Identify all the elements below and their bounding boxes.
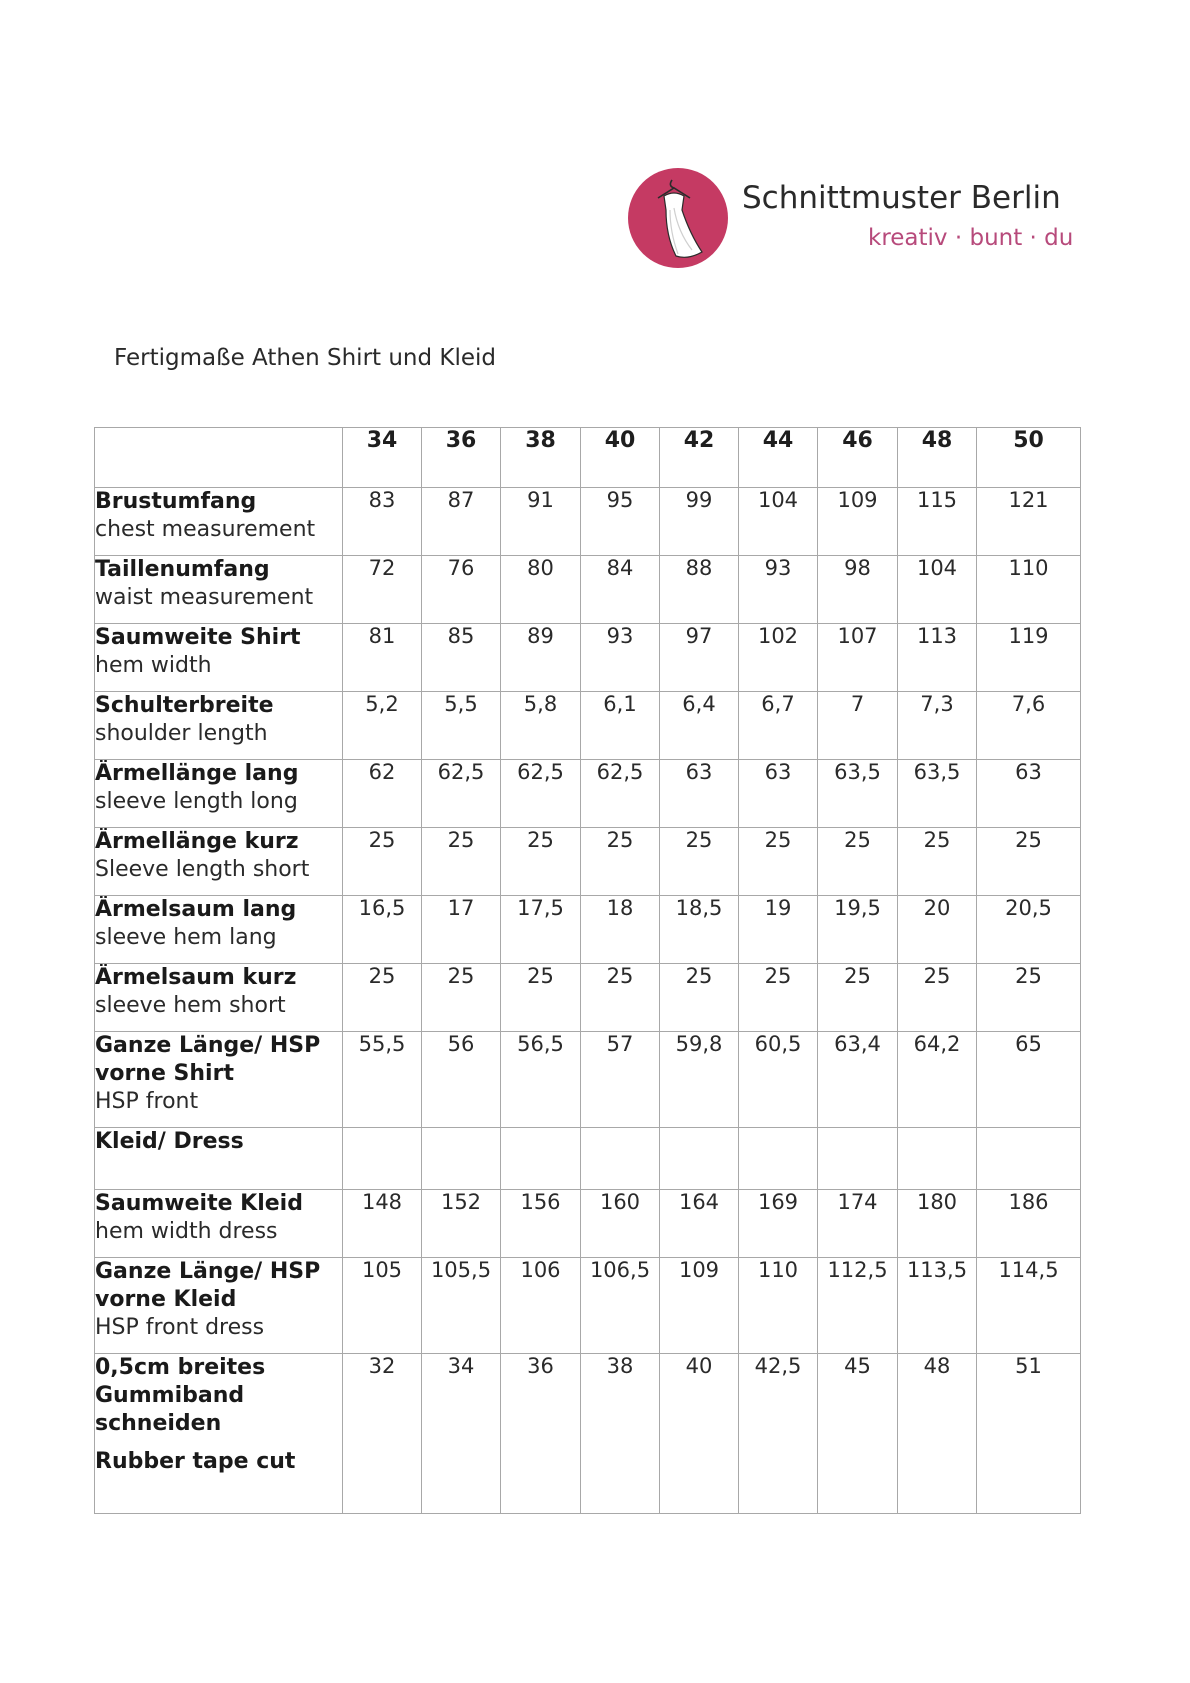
measurement-value: 7,6 (977, 692, 1081, 760)
measurement-value: 60,5 (739, 1032, 818, 1128)
measurement-value: 6,7 (739, 692, 818, 760)
measurement-value: 114,5 (977, 1258, 1081, 1354)
row-label-german: Saumweite Shirt (95, 625, 301, 650)
measurement-value: 160 (581, 1190, 660, 1258)
row-label-english: sleeve hem lang (95, 925, 277, 950)
row-label-german: Ganze Länge/ HSP vorne Shirt (95, 1033, 321, 1086)
row-label-english: hem width (95, 653, 212, 678)
measurement-value: 25 (818, 828, 898, 896)
measurement-value: 152 (422, 1190, 501, 1258)
measurement-value: 25 (977, 964, 1081, 1032)
measurement-value: 7 (818, 692, 898, 760)
row-label-german: Ärmellänge lang (95, 761, 299, 786)
measurement-value: 87 (422, 488, 501, 556)
measurement-value: 93 (581, 624, 660, 692)
row-label-cell (95, 896, 343, 964)
row-label-cell (95, 488, 343, 556)
measurement-value: 102 (739, 624, 818, 692)
measurement-row (95, 692, 1081, 760)
measurement-value: 42,5 (739, 1354, 818, 1514)
measurement-value: 109 (660, 1258, 739, 1354)
measurement-value: 95 (581, 488, 660, 556)
measurement-value: 89 (501, 624, 581, 692)
measurement-value: 25 (898, 964, 977, 1032)
size-header: 38 (501, 428, 581, 488)
table-body (95, 488, 1081, 1514)
measurement-value: 25 (501, 964, 581, 1032)
measurement-value: 105 (343, 1258, 422, 1354)
measurement-value: 110 (977, 556, 1081, 624)
size-header-row (95, 428, 1081, 488)
measurement-value: 25 (422, 828, 501, 896)
measurement-row (95, 828, 1081, 896)
measurement-value (739, 1128, 818, 1190)
row-label-english: waist measurement (95, 585, 314, 610)
size-header: 48 (898, 428, 977, 488)
row-label-cell (95, 556, 343, 624)
row-label-german: 0,5cm breites Gummiband schneiden (95, 1355, 266, 1436)
measurement-value: 186 (977, 1190, 1081, 1258)
measurement-value: 5,5 (422, 692, 501, 760)
row-label-cell (95, 624, 343, 692)
row-label-english: HSP front dress (95, 1315, 265, 1340)
measurement-value: 64,2 (898, 1032, 977, 1128)
measurement-value: 93 (739, 556, 818, 624)
measurement-value (501, 1128, 581, 1190)
size-header: 46 (818, 428, 898, 488)
measurement-value: 20 (898, 896, 977, 964)
measurement-value: 113 (898, 624, 977, 692)
size-header: 34 (343, 428, 422, 488)
measurement-value: 25 (660, 964, 739, 1032)
measurement-value: 156 (501, 1190, 581, 1258)
measurement-value: 106 (501, 1258, 581, 1354)
measurement-value (343, 1128, 422, 1190)
measurement-value: 25 (343, 964, 422, 1032)
measurement-value: 119 (977, 624, 1081, 692)
row-label-german: Schulterbreite (95, 693, 274, 718)
measurement-value: 63,4 (818, 1032, 898, 1128)
row-label-german: Ganze Länge/ HSP vorne Kleid (95, 1259, 321, 1312)
row-label-english: shoulder length (95, 721, 268, 746)
measurement-value: 62,5 (422, 760, 501, 828)
measurement-value (898, 1128, 977, 1190)
row-label-german: Ärmelsaum kurz (95, 965, 297, 990)
row-label-cell (95, 1190, 343, 1258)
measurement-row (95, 1354, 1081, 1514)
row-label-german: Ärmelsaum lang (95, 897, 297, 922)
row-label-german: Brustumfang (95, 489, 257, 514)
measurement-value: 25 (422, 964, 501, 1032)
measurement-value: 34 (422, 1354, 501, 1514)
measurement-value: 148 (343, 1190, 422, 1258)
measurement-value: 25 (977, 828, 1081, 896)
measurement-value: 169 (739, 1190, 818, 1258)
measurement-value: 98 (818, 556, 898, 624)
brand-name: Schnittmuster Berlin (742, 180, 1061, 216)
measurement-value: 84 (581, 556, 660, 624)
measurement-value: 72 (343, 556, 422, 624)
size-header: 36 (422, 428, 501, 488)
measurement-value: 25 (660, 828, 739, 896)
document-title: Fertigmaße Athen Shirt und Kleid (114, 345, 497, 371)
measurement-value: 81 (343, 624, 422, 692)
measurement-value: 5,2 (343, 692, 422, 760)
measurement-value (422, 1128, 501, 1190)
measurement-value: 63,5 (818, 760, 898, 828)
row-label-cell (95, 1354, 343, 1514)
measurement-row (95, 624, 1081, 692)
measurement-value: 25 (501, 828, 581, 896)
measurement-value: 18 (581, 896, 660, 964)
measurement-row (95, 488, 1081, 556)
logo-badge (628, 168, 728, 268)
row-label-english: sleeve hem short (95, 993, 286, 1018)
measurement-value: 5,8 (501, 692, 581, 760)
measurement-value: 63 (660, 760, 739, 828)
measurement-value: 113,5 (898, 1258, 977, 1354)
measurement-value: 51 (977, 1354, 1081, 1514)
dress-on-hanger-icon (628, 168, 728, 268)
measurement-value: 180 (898, 1190, 977, 1258)
measurement-value: 104 (739, 488, 818, 556)
measurement-value: 17 (422, 896, 501, 964)
row-label-german: Taillenumfang (95, 557, 270, 582)
measurement-value: 63 (977, 760, 1081, 828)
measurement-value: 85 (422, 624, 501, 692)
row-label-german: Saumweite Kleid (95, 1191, 303, 1216)
measurement-value: 48 (898, 1354, 977, 1514)
measurement-value: 62 (343, 760, 422, 828)
measurement-value: 62,5 (501, 760, 581, 828)
measurement-value: 25 (739, 828, 818, 896)
measurement-value: 115 (898, 488, 977, 556)
row-label-cell (95, 964, 343, 1032)
measurement-value: 25 (898, 828, 977, 896)
measurement-value: 59,8 (660, 1032, 739, 1128)
measurement-value: 109 (818, 488, 898, 556)
row-label-german: Kleid/ Dress (95, 1129, 244, 1154)
measurement-value: 25 (739, 964, 818, 1032)
row-label-german: Ärmellänge kurz (95, 829, 299, 854)
measurement-row (95, 556, 1081, 624)
row-label-english: hem width dress (95, 1219, 278, 1244)
measurement-value (581, 1128, 660, 1190)
measurement-value: 164 (660, 1190, 739, 1258)
measurement-value: 76 (422, 556, 501, 624)
measurement-row (95, 964, 1081, 1032)
measurement-value: 104 (898, 556, 977, 624)
measurement-row (95, 1190, 1081, 1258)
measurement-value: 18,5 (660, 896, 739, 964)
measurement-value: 91 (501, 488, 581, 556)
measurement-value: 38 (581, 1354, 660, 1514)
measurement-value (660, 1128, 739, 1190)
row-label-cell (95, 760, 343, 828)
measurement-value: 112,5 (818, 1258, 898, 1354)
measurement-value: 80 (501, 556, 581, 624)
measurement-value: 62,5 (581, 760, 660, 828)
measurement-value: 99 (660, 488, 739, 556)
measurement-value: 107 (818, 624, 898, 692)
row-label-cell (95, 1128, 343, 1190)
measurement-value: 25 (818, 964, 898, 1032)
measurement-value: 97 (660, 624, 739, 692)
brand-slogan: kreativ · bunt · du (868, 225, 1074, 251)
measurement-value: 20,5 (977, 896, 1081, 964)
measurement-value: 36 (501, 1354, 581, 1514)
measurement-value: 105,5 (422, 1258, 501, 1354)
row-label-extra: Rubber tape cut (95, 1449, 296, 1474)
measurement-value: 6,4 (660, 692, 739, 760)
measurement-value: 25 (343, 828, 422, 896)
measurement-value: 83 (343, 488, 422, 556)
measurement-value: 25 (581, 964, 660, 1032)
measurement-value: 110 (739, 1258, 818, 1354)
measurement-value: 25 (581, 828, 660, 896)
measurement-value: 19 (739, 896, 818, 964)
measurement-value (818, 1128, 898, 1190)
measurement-value: 121 (977, 488, 1081, 556)
row-label-cell (95, 1258, 343, 1354)
measurement-row (95, 760, 1081, 828)
row-label-cell (95, 1032, 343, 1128)
measurement-row (95, 1258, 1081, 1354)
measurement-value: 6,1 (581, 692, 660, 760)
measurement-value: 7,3 (898, 692, 977, 760)
measurement-value: 174 (818, 1190, 898, 1258)
size-measurement-table (94, 427, 1081, 1514)
brand-logo (628, 168, 1074, 274)
measurement-value: 106,5 (581, 1258, 660, 1354)
measurement-value: 65 (977, 1032, 1081, 1128)
measurement-row (95, 896, 1081, 964)
measurement-value: 40 (660, 1354, 739, 1514)
measurement-value: 55,5 (343, 1032, 422, 1128)
row-label-cell (95, 828, 343, 896)
row-label-english: Sleeve length short (95, 857, 310, 882)
measurement-value: 56,5 (501, 1032, 581, 1128)
header-corner-cell (95, 428, 343, 488)
row-label-english: HSP front (95, 1089, 199, 1114)
measurement-value: 45 (818, 1354, 898, 1514)
size-header: 42 (660, 428, 739, 488)
measurement-row (95, 1128, 1081, 1190)
measurement-value: 17,5 (501, 896, 581, 964)
measurement-value (977, 1128, 1081, 1190)
measurement-value: 32 (343, 1354, 422, 1514)
measurement-value: 19,5 (818, 896, 898, 964)
measurement-value: 63 (739, 760, 818, 828)
measurement-value: 56 (422, 1032, 501, 1128)
measurement-value: 16,5 (343, 896, 422, 964)
measurement-value: 63,5 (898, 760, 977, 828)
size-header: 40 (581, 428, 660, 488)
row-label-english: sleeve length long (95, 789, 298, 814)
row-label-cell (95, 692, 343, 760)
measurement-value: 57 (581, 1032, 660, 1128)
size-header: 50 (977, 428, 1081, 488)
row-label-english: chest measurement (95, 517, 316, 542)
measurement-row (95, 1032, 1081, 1128)
size-header: 44 (739, 428, 818, 488)
measurement-value: 88 (660, 556, 739, 624)
